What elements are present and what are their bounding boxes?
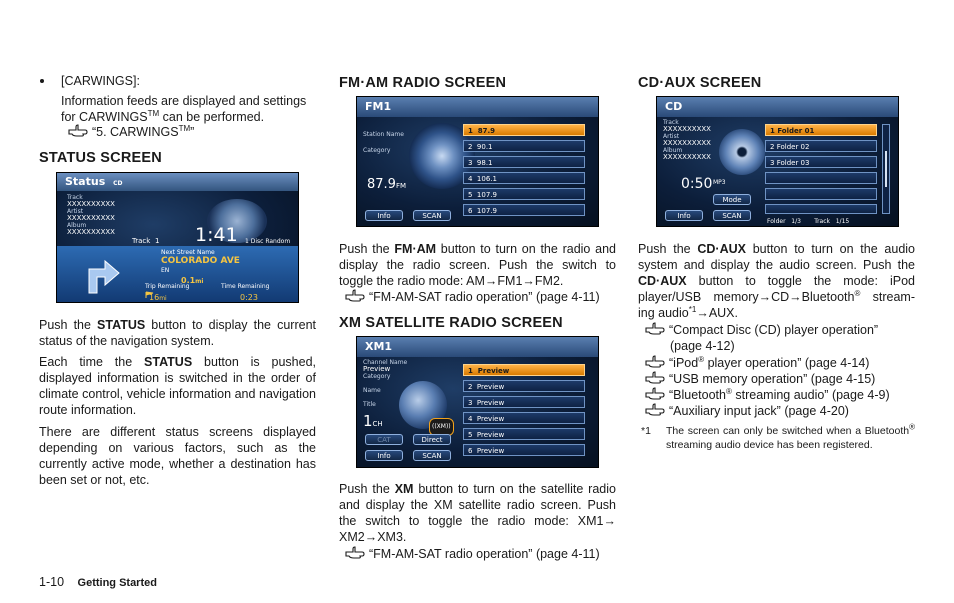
fm-unit: FM: [395, 182, 407, 190]
bullet-dot: [40, 79, 44, 83]
status-paragraph-2: Each time the STATUS button is pushed, displayed information is switched in the order of climate control, vehicle information and navigation route information.: [39, 355, 316, 417]
xm-info-button[interactable]: Info: [365, 450, 403, 461]
xm-direct-button[interactable]: Direct: [413, 434, 451, 445]
xm-paragraph: Push the XM button to turn on the satellite radio and display the XM satellite radio screen. Push the switch to toggle the radio mode: XM1→ XM2→XM3.: [339, 482, 616, 544]
fm-preset-3[interactable]: 3 98.1: [463, 156, 585, 168]
xm-scan-button[interactable]: SCAN: [413, 450, 451, 461]
xm-channel-label: Channel Name: [363, 359, 408, 366]
fm-preset-4[interactable]: 4 106.1: [463, 172, 585, 184]
status-paragraph-3: There are different status screens displayed depending on various factors, such as the currently active mode, whether a destination has been set or not, etc.: [39, 425, 316, 487]
cd-time: 0:50: [681, 176, 713, 192]
carwings-bullet-label: [CARWINGS]:: [61, 74, 140, 88]
status-line-3: XXXXXXXXXX: [67, 228, 115, 236]
status-time: 1:41: [195, 224, 238, 246]
cd-folder-4[interactable]: [765, 172, 877, 184]
cd-reference-4: “Bluetooth® streaming audio” (page 4-9): [645, 387, 890, 403]
status-line-1: XXXXXXXXXX: [67, 200, 115, 208]
hand-pointer-icon: [645, 371, 665, 385]
track-label: Track: [132, 237, 151, 245]
xm-ch-unit: CH: [372, 420, 383, 428]
cd-scrollbar[interactable]: [882, 124, 890, 214]
cd-line-2: XXXXXXXXXX: [663, 139, 711, 147]
status-screen-image: [56, 172, 299, 303]
cd-artist-label: Artist: [663, 133, 680, 140]
status-line-2: XXXXXXXXXX: [67, 214, 115, 222]
cd-track-label: Track: [663, 119, 679, 126]
cd-reference-1-page: (page 4-12): [670, 339, 735, 353]
footnote-mark: *1: [641, 425, 651, 437]
flag-icon: [145, 291, 155, 299]
page-footer: [39, 574, 157, 591]
disc-mode: 1 Disc Random: [245, 238, 291, 245]
page-number: 1-10: [39, 575, 65, 589]
trip-unit: mi: [159, 295, 167, 302]
status-screen-heading: STATUS SCREEN: [39, 150, 162, 166]
track-count-label: Track: [814, 218, 830, 225]
xm-preset-2[interactable]: 2 Preview: [463, 380, 585, 392]
xm-title-label: Title: [363, 401, 376, 408]
fm-preset-6[interactable]: 6 107.9: [463, 204, 585, 216]
folder-label: Folder: [767, 218, 786, 225]
xm-channel-value: Preview: [363, 365, 391, 373]
cd-reference-5: “Auxiliary input jack” (page 4-20): [645, 403, 849, 419]
xm-screen-image: [356, 336, 599, 468]
carwings-reference: “5. CARWINGS™”: [68, 124, 194, 140]
cd-screen-image: [656, 96, 899, 227]
xm-reference: “FM-AM-SAT radio operation” (page 4-11): [345, 546, 600, 562]
turn-arrow-icon: [83, 253, 123, 295]
cd-reference-1: “Compact Disc (CD) player operation”: [645, 322, 878, 338]
fm-preset-5[interactable]: 5 107.9: [463, 188, 585, 200]
fm-frequency: 87.9: [367, 177, 396, 192]
fm-title-bar: FM1: [357, 97, 599, 117]
time-remaining-label: Time Remaining: [221, 283, 270, 290]
cd-reference-3: “USB memory operation” (page 4-15): [645, 371, 875, 387]
cd-line-1: XXXXXXXXXX: [663, 125, 711, 133]
fm-screen-image: [356, 96, 599, 227]
status-title-bar: [57, 173, 299, 191]
cd-scroll-thumb[interactable]: [885, 151, 887, 187]
hand-pointer-icon: [645, 355, 665, 369]
cd-folder-5[interactable]: [765, 188, 877, 200]
cd-album-label: Album: [663, 147, 683, 154]
time-remaining-value: 0:23: [240, 293, 258, 302]
album-label: Album: [67, 222, 87, 229]
track-label-small: Track: [67, 194, 83, 201]
cd-info-button[interactable]: Info: [665, 210, 703, 221]
hand-pointer-icon: [345, 289, 365, 303]
xm-preset-3[interactable]: 3 Preview: [463, 396, 585, 408]
track-number: 1: [155, 237, 160, 245]
trip-label: Trip Remaining: [145, 283, 190, 290]
category-label: Category: [363, 147, 391, 154]
direction-unit: EN: [161, 267, 170, 274]
fm-info-button[interactable]: Info: [365, 210, 403, 221]
street-name: COLORADO AVE: [161, 256, 240, 266]
fm-preset-1[interactable]: 1 87.9: [463, 124, 585, 136]
hand-pointer-icon: [68, 124, 88, 138]
fm-preset-2[interactable]: 2 90.1: [463, 140, 585, 152]
distance-unit: mi: [195, 278, 204, 285]
distance-value: 0.1: [181, 276, 196, 285]
hand-pointer-icon: [645, 403, 665, 417]
section-name: Getting Started: [77, 577, 157, 589]
xm-name-label: Name: [363, 387, 381, 394]
cd-line-3: XXXXXXXXXX: [663, 153, 711, 161]
fm-scan-button[interactable]: SCAN: [413, 210, 451, 221]
xm-cat-button[interactable]: CAT: [365, 434, 403, 445]
cd-aux-heading: CD·AUX SCREEN: [638, 75, 762, 91]
footnote-text: The screen can only be switched when a Bluetooth® streaming audio device has been registered.: [666, 422, 915, 451]
cd-folder-6[interactable]: [765, 204, 877, 214]
cd-scan-button[interactable]: SCAN: [713, 210, 751, 221]
fm-paragraph: Push the FM·AM button to turn on the radio and display the radio screen. Push the switch to toggle the radio mode: AM→FM1→FM2.: [339, 242, 616, 288]
cd-folder-2[interactable]: 2 Folder 02: [765, 140, 877, 152]
status-paragraph-1: Push the STATUS button to display the current status of the navigation system.: [39, 318, 316, 348]
fm-reference: “FM-AM-SAT radio operation” (page 4-11): [345, 289, 600, 305]
cd-folder-3[interactable]: 3 Folder 03: [765, 156, 877, 168]
xm-heading: XM SATELLITE RADIO SCREEN: [339, 315, 563, 331]
cd-folder-1[interactable]: 1 Folder 01: [765, 124, 877, 136]
xm-preset-1[interactable]: 1 Preview: [463, 364, 585, 376]
xm-title-bar: XM1: [357, 337, 599, 357]
xm-preset-6[interactable]: 6 Preview: [463, 444, 585, 456]
next-street-label: Next Street Name: [161, 249, 215, 256]
cd-paragraph: Push the CD·AUX button to turn on the audio system and display the audio screen. Push the CD·AUX button to toggle the mode: iPod player/USB memory→CD→Bluetooth® stream- ing audio$^{*1}$→AUX.: [638, 242, 915, 320]
status-title: Status: [65, 175, 106, 188]
cd-reference-2: “iPod® player operation” (page 4-14): [645, 355, 869, 371]
carwings-bullet-text: Information feeds are displayed and settings for CARWINGS™ can be performed.: [61, 94, 307, 124]
cd-format: MP3: [713, 179, 726, 186]
xm-logo: ((XM)): [429, 418, 454, 436]
hand-pointer-icon: [345, 546, 365, 560]
hand-pointer-icon: [645, 322, 665, 336]
track-count: 1/15: [835, 218, 850, 225]
station-name-label: Station Name: [363, 131, 404, 138]
fm-am-heading: FM·AM RADIO SCREEN: [339, 75, 507, 91]
cd-disc-graphic: [719, 129, 765, 175]
cd-mode-button[interactable]: Mode: [713, 194, 751, 205]
hand-pointer-icon: [645, 387, 665, 401]
xm-category-label: Category: [363, 373, 391, 380]
status-mode: CD: [113, 180, 123, 187]
cd-title-bar: CD: [657, 97, 899, 117]
folder-count: 1/3: [791, 218, 801, 225]
xm-preset-5[interactable]: 5 Preview: [463, 428, 585, 440]
trip-value: 16: [149, 293, 160, 302]
xm-preset-4[interactable]: 4 Preview: [463, 412, 585, 424]
xm-channel-number: 1: [363, 412, 373, 430]
artist-label: Artist: [67, 208, 84, 215]
